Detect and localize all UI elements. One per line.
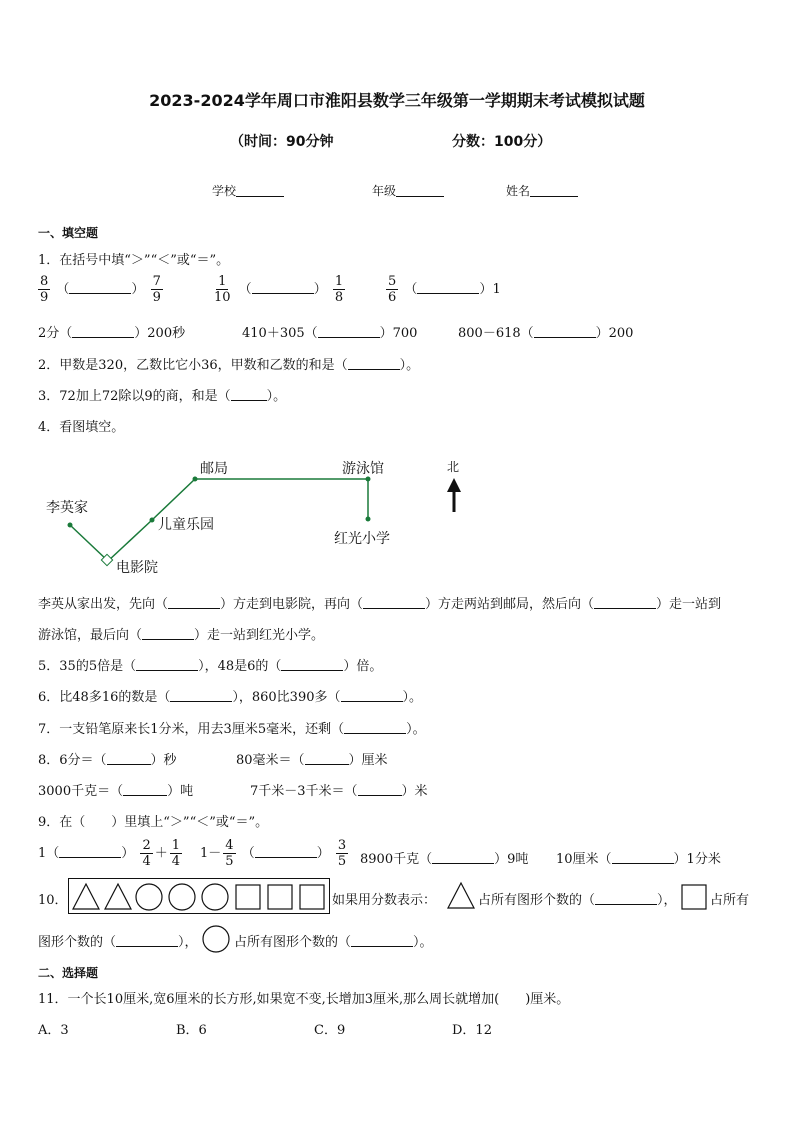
question-8-d: 7千米－3千米＝（ ）米 (250, 784, 428, 799)
exam-time: （时间：90分钟 (230, 134, 334, 150)
q9-compare-3: 8900千克（ ）9吨 (360, 852, 529, 867)
grade-field: 年级 (372, 182, 444, 199)
question-6: 6．比48多16的数是（ ），860比390多（ ）。 (38, 690, 423, 705)
q10-square-question-end: 图形个数的（ ）， (38, 935, 198, 950)
route-map (30, 450, 470, 580)
q10-circle-question: 占所有图形个数的（ ）。 (234, 935, 433, 950)
q1-compare-6: 800－618（ ）200 (458, 326, 634, 341)
question-11-text: 11．一个长10厘米,宽6厘米的长方形,如果宽不变,长增加3厘米,那么周长就增加( )厘米。 (38, 992, 570, 1007)
triangle-icon (73, 884, 99, 909)
question-5: 5．35的5倍是（ ），48是6的（ ）倍。 (38, 659, 383, 674)
q11-option-d[interactable]: D．12 (452, 1023, 492, 1038)
q11-option-c[interactable]: C．9 (314, 1023, 346, 1038)
question-3: 3．72加上72除以9的商，和是（ ）。 (38, 389, 287, 404)
square-icon (300, 885, 324, 909)
question-1-text: 1．在括号中填“＞”“＜”或“＝”。 (38, 253, 230, 268)
map-label-school: 红光小学 (334, 531, 390, 547)
q10-square-question-start: 占所有 (710, 893, 750, 908)
q1-compare-5: 410＋305（ ）700 (242, 326, 418, 341)
question-4-text: 4．看图填空。 (38, 420, 125, 435)
map-label-pool: 游泳馆 (342, 461, 384, 477)
question-4-line-1: 李英从家出发，先向（ ）方走到电影院，再向（ ）方走两站到邮局，然后向（ ）走一站到 (38, 597, 722, 612)
circle-icon (200, 924, 232, 954)
north-arrow-icon (447, 478, 461, 512)
school-field: 学校 (212, 182, 284, 199)
section-heading-fill: 一、填空题 (38, 226, 99, 240)
square-icon (680, 883, 708, 911)
q1-compare-1: $\frac{8}{9}$ （ ） $\frac{7}{9}$ (40, 274, 161, 305)
q9-compare-4: 10厘米（ ）1分米 (556, 852, 721, 867)
map-label-home: 李英家 (46, 500, 88, 516)
square-icon (236, 885, 260, 909)
question-9-text: 9．在（ ）里填上“＞”“＜”或“＝”。 (38, 815, 269, 830)
question-8-a: 8．6分＝（ ）秒 (38, 753, 177, 768)
map-label-north: 北 (447, 460, 460, 474)
exam-score: 分数：100分） (452, 134, 552, 150)
section-heading-choice: 二、选择题 (38, 966, 99, 980)
q11-option-b[interactable]: B．6 (176, 1023, 207, 1038)
q1-compare-4: 2分（ ）200秒 (38, 326, 186, 341)
shape-sequence (69, 879, 329, 913)
question-7: 7．一支铅笔原来长1分米，用去3厘米5毫米，还剩（ ）。 (38, 722, 426, 737)
shape-sequence-box (68, 878, 330, 914)
circle-icon (202, 884, 228, 910)
q11-option-a[interactable]: A．3 (38, 1023, 69, 1038)
q9-compare-2: 1－ $\frac{4}{5}$ （ ） $\frac{3}{5}$ (200, 838, 347, 869)
q10-triangle-question: 占所有图形个数的（ ）， (478, 893, 677, 908)
page-title: 2023-2024学年周口市淮阳县数学三年级第一学期期末考试模拟试题 (149, 91, 645, 110)
question-8-c: 3000千克＝（ ）吨 (38, 784, 194, 799)
circle-icon (169, 884, 195, 910)
q1-compare-2: $\frac{1}{10}$ （ ） $\frac{1}{8}$ (214, 274, 344, 305)
triangle-icon (105, 884, 131, 909)
square-icon (268, 885, 292, 909)
q10-prompt: 如果用分数表示： (332, 893, 437, 908)
question-10-number: 10． (38, 893, 68, 908)
q1-compare-3: $\frac{5}{6}$ （ ）1 (388, 274, 501, 305)
map-label-post: 邮局 (200, 461, 228, 477)
triangle-icon (446, 880, 476, 910)
question-8-b: 80毫米＝（ ）厘米 (236, 753, 388, 768)
map-label-park: 儿童乐园 (158, 517, 214, 533)
question-2: 2．甲数是320，乙数比它小36，甲数和乙数的和是（ ）。 (38, 358, 420, 373)
name-field: 姓名 (506, 182, 578, 199)
circle-icon (136, 884, 162, 910)
question-4-line-2: 游泳馆，最后向（ ）走一站到红光小学。 (38, 628, 325, 643)
map-label-cinema: 电影院 (116, 560, 158, 576)
q9-compare-1: 1（ ） $\frac{2}{4}$ ＋ $\frac{1}{4}$ (38, 838, 181, 869)
